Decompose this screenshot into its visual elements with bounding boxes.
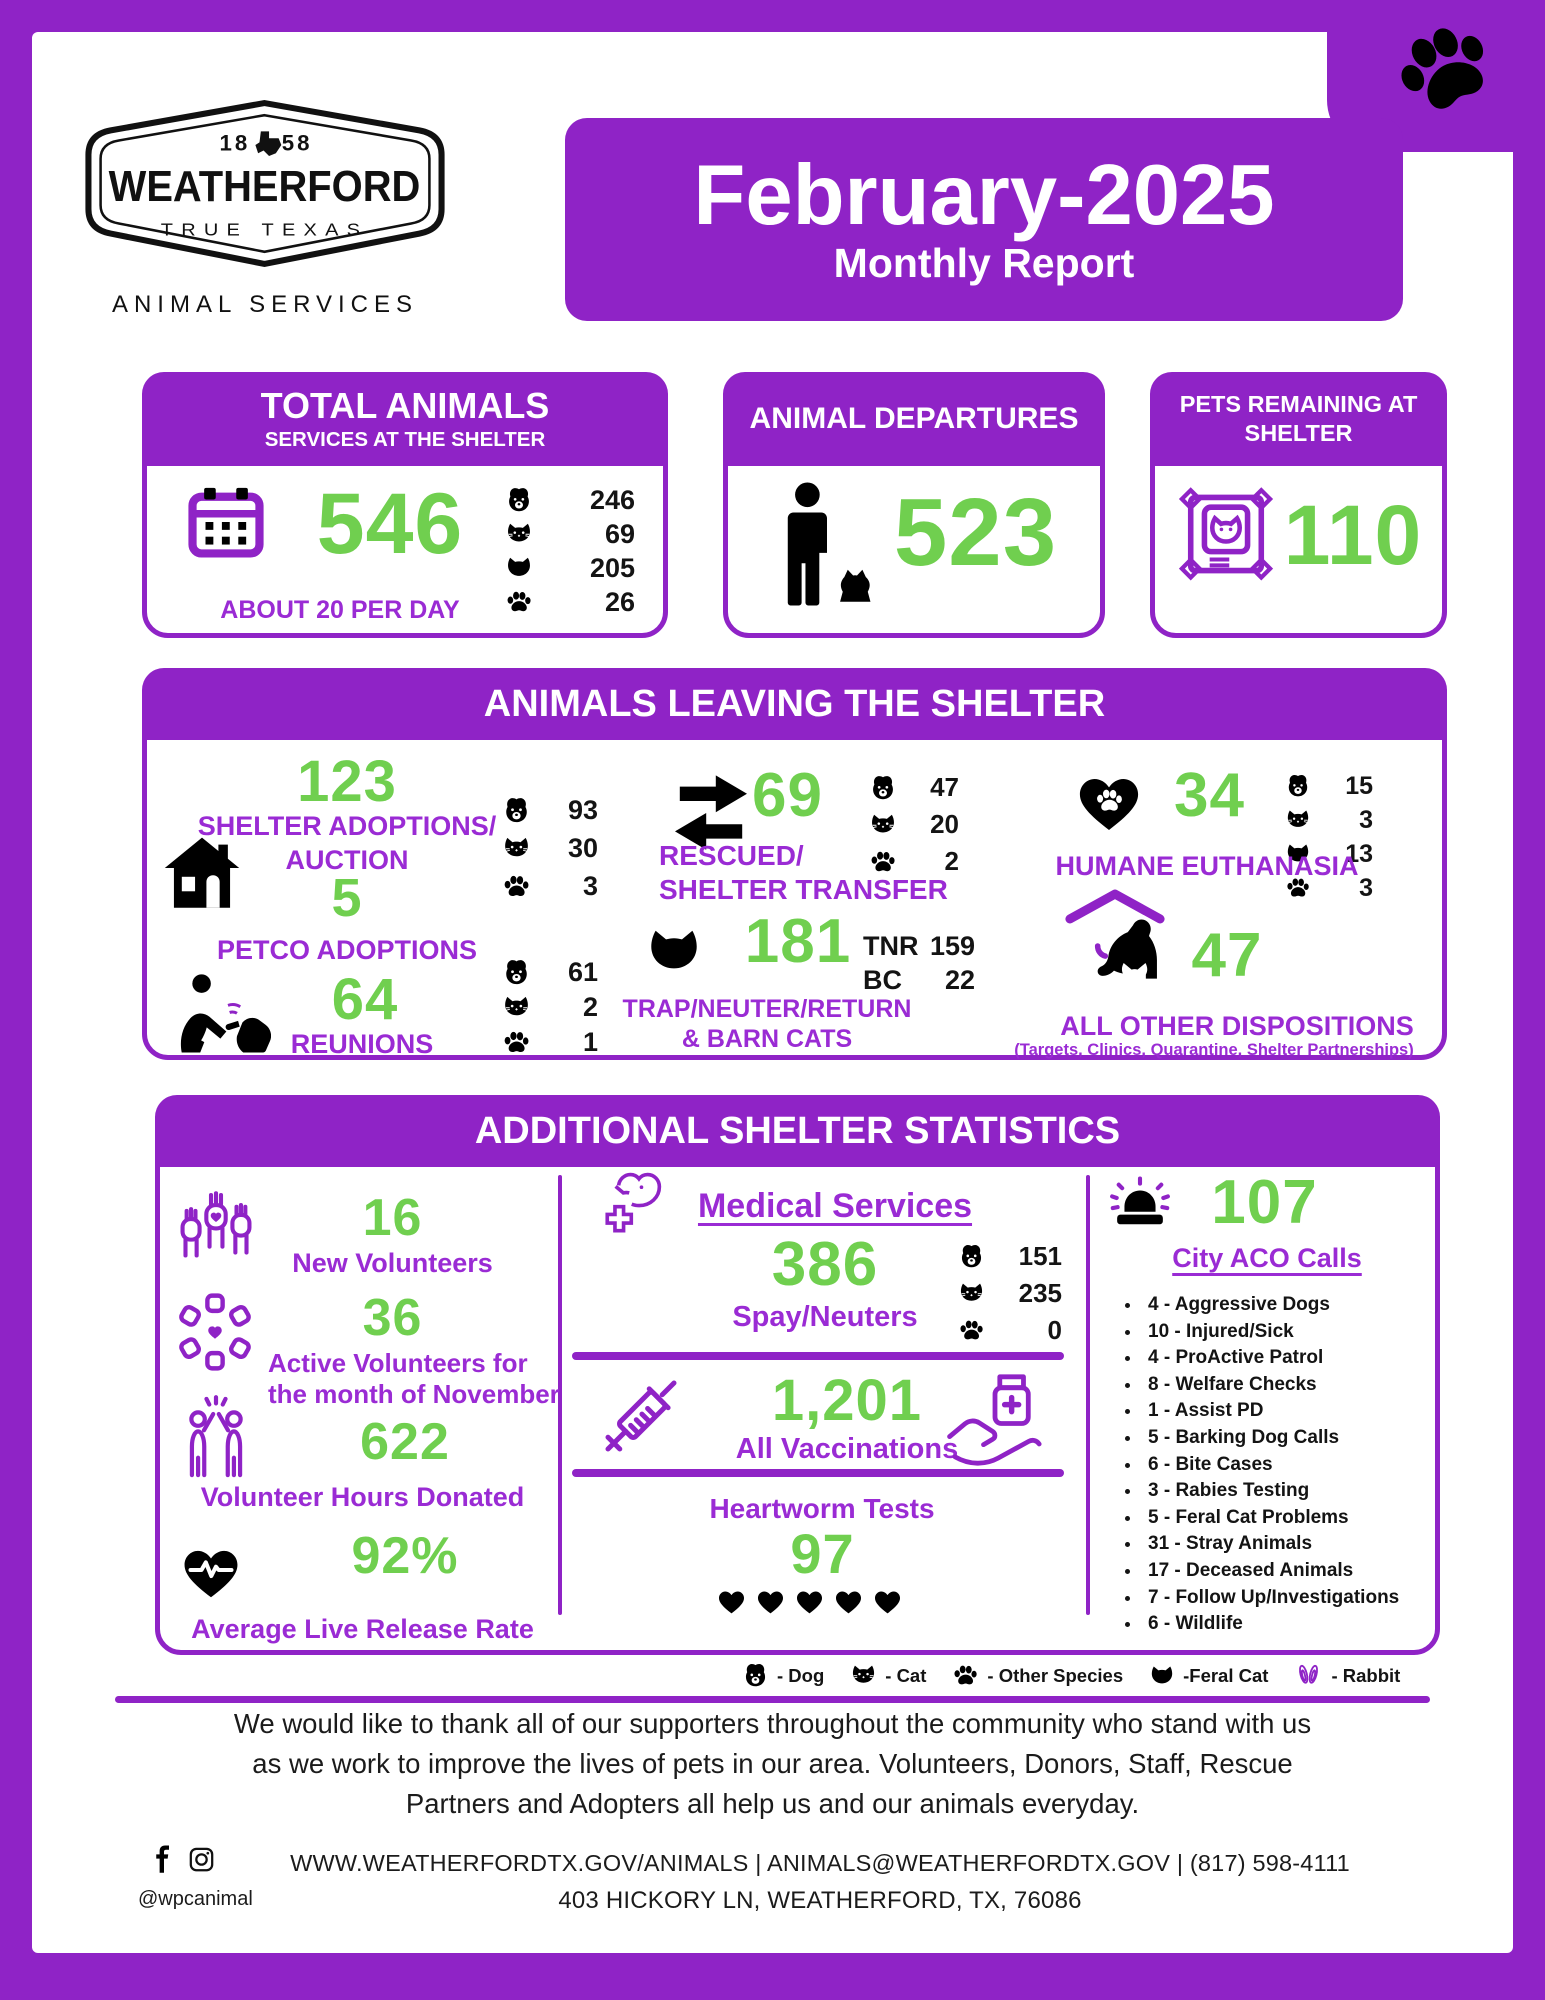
total-animals-value: 546	[316, 476, 464, 572]
high-five-icon	[174, 1395, 258, 1479]
breakdown-row	[958, 1312, 1062, 1349]
breakdown-row	[505, 517, 635, 551]
svg-text:WEATHERFORD: WEATHERFORD	[108, 163, 421, 212]
tnr-label-line2: & BARN CATS	[681, 1024, 853, 1053]
breakdown-value: 20	[930, 809, 959, 839]
live-release-label: Average Live Release Rate	[191, 1614, 534, 1644]
breakdown-value: 61	[567, 957, 598, 987]
petco-value: 5	[331, 868, 363, 928]
aco-item: • 8 - Welfare Checks	[1142, 1372, 1447, 1399]
svg-text:18: 18	[219, 130, 251, 156]
footer-rule	[115, 1696, 1430, 1703]
other-dispositions-label: ALL OTHER DISPOSITIONS	[1060, 1011, 1414, 1041]
new-volunteers-value: 16	[362, 1189, 423, 1247]
aco-item: • 7 - Follow Up/Investigations	[1142, 1585, 1447, 1612]
tnr-label: TNR	[863, 931, 919, 961]
dog-icon	[869, 774, 897, 802]
section-title: ADDITIONAL SHELTER STATISTICS	[474, 1109, 1121, 1152]
legend-label: - Cat	[885, 1664, 927, 1686]
adoptions-label: SHELTER ADOPTIONS/	[197, 811, 497, 841]
animal-departures-header	[723, 372, 1105, 466]
breakdown-row	[505, 483, 635, 517]
paw-icon	[502, 1028, 531, 1057]
volunteer-hours-value: 622	[360, 1413, 450, 1471]
aco-item: • 4 - ProActive Patrol	[1142, 1345, 1447, 1372]
legend-item	[952, 1662, 1123, 1689]
legend-label: - Dog	[777, 1664, 825, 1686]
cat-icon	[850, 1662, 877, 1689]
person-with-cat-icon	[772, 477, 872, 611]
new-volunteers-label: New Volunteers	[292, 1248, 493, 1278]
additional-stats-header	[155, 1095, 1440, 1167]
aco-item: • 10 - Injured/Sick	[1142, 1319, 1447, 1346]
breakdown-value: 30	[567, 832, 598, 863]
card-title: PETS REMAINING AT SHELTER	[1179, 390, 1418, 446]
medical-divider	[572, 1352, 1064, 1360]
dog-icon	[502, 796, 531, 825]
aco-calls-list	[1112, 1292, 1447, 1638]
section-title: ANIMALS LEAVING THE SHELTER	[483, 682, 1106, 725]
heart-paw-icon	[1073, 767, 1145, 833]
breakdown-value: 3	[582, 870, 598, 901]
total-animals-breakdown	[505, 483, 635, 619]
report-month: February-2025	[693, 147, 1275, 243]
euthanasia-value: 34	[1174, 761, 1245, 830]
cat-head-icon	[645, 921, 703, 983]
paw-icon	[958, 1317, 985, 1344]
cat-icon	[869, 811, 897, 839]
reunions-breakdown	[502, 955, 598, 1060]
aco-item: • 6 - Bite Cases	[1142, 1452, 1447, 1479]
aco-item: • 17 - Deceased Animals	[1142, 1558, 1447, 1585]
cat-icon	[958, 1280, 985, 1307]
breakdown-value: 93	[567, 794, 598, 825]
dog-icon	[1285, 773, 1311, 799]
aco-calls-value: 107	[1211, 1168, 1318, 1237]
svg-text:58: 58	[281, 130, 313, 156]
aco-item: • 5 - Barking Dog Calls	[1142, 1425, 1447, 1452]
vaccinations-label: All Vaccinations	[735, 1433, 959, 1465]
cat-icon	[502, 834, 531, 863]
report-subtitle: Monthly Report	[833, 239, 1135, 286]
logo-subtitle: ANIMAL SERVICES	[111, 291, 419, 318]
instagram-icon	[188, 1846, 215, 1873]
total-animals-note: ABOUT 20 PER DAY	[220, 596, 460, 624]
breakdown-value: 3	[1359, 805, 1373, 834]
pets-remaining-value: 110	[1283, 488, 1423, 582]
cat-icon	[502, 993, 531, 1022]
adoptions-label2: AUCTION	[285, 845, 409, 875]
breakdown-row	[502, 990, 598, 1025]
additional-stats-section	[155, 1095, 1440, 1655]
address-line: 403 HICKORY LN, WEATHERFORD, TX, 76086	[558, 1887, 1082, 1914]
breakdown-value: 151	[1018, 1241, 1062, 1271]
live-release-value: 92%	[351, 1527, 459, 1585]
rescued-label	[659, 839, 979, 906]
bc-label: BC	[863, 965, 902, 995]
aco-calls-title: City ACO Calls	[1172, 1243, 1362, 1273]
feral-cat-icon	[505, 554, 533, 582]
other-dispositions-sublabel: (Targets, Clinics, Quarantine, Shelter Partnerships)	[1014, 1041, 1414, 1059]
breakdown-row	[502, 791, 598, 829]
total-animals-card	[142, 372, 668, 638]
breakdown-row	[502, 829, 598, 867]
thank-you-message	[150, 1704, 1395, 1824]
siren-icon	[1108, 1174, 1172, 1238]
petco-label: PETCO ADOPTIONS	[216, 935, 478, 965]
breakdown-value: 0	[1047, 1315, 1062, 1345]
rescued-value: 69	[752, 761, 823, 830]
active-volunteers-line1: Active Volunteers for	[268, 1348, 528, 1378]
medical-divider	[572, 1469, 1064, 1477]
rescued-label-line1: RESCUED/	[659, 840, 804, 871]
species-legend	[742, 1661, 1400, 1690]
heart-icon	[872, 1586, 903, 1615]
legend-item	[1294, 1661, 1400, 1690]
syringe-icon	[590, 1366, 692, 1466]
reunions-value: 64	[331, 967, 399, 1032]
heartworm-label: Heartworm Tests	[709, 1493, 935, 1524]
raised-hands-icon	[170, 1188, 262, 1276]
volunteer-hours-label: Volunteer Hours Donated	[200, 1482, 525, 1512]
message-line: We would like to thank all of our supporters throughout the community who stand with us	[233, 1708, 1312, 1739]
active-volunteers-value: 36	[362, 1289, 423, 1347]
pets-remaining-header	[1150, 372, 1447, 466]
breakdown-value: 235	[1018, 1278, 1062, 1308]
breakdown-row	[869, 769, 959, 806]
breakdown-value: 2	[582, 992, 598, 1022]
spay-breakdown	[958, 1238, 1062, 1349]
fist-bump-circle-icon	[170, 1288, 260, 1376]
roof-dog-icon	[1063, 885, 1167, 989]
breakdown-value: 13	[1345, 839, 1373, 868]
legend-label: - Rabbit	[1331, 1664, 1401, 1686]
card-subtitle: SERVICES AT THE SHELTER	[264, 428, 546, 452]
cat-icon	[1285, 807, 1311, 833]
feral-cat-icon	[1149, 1663, 1175, 1689]
active-volunteers-line2: the month of November	[268, 1378, 560, 1409]
tnr-label-line1: TRAP/NEUTER/RETURN	[622, 995, 912, 1023]
hand-vaccine-icon	[942, 1372, 1048, 1468]
facebook-icon	[148, 1844, 178, 1874]
logo	[85, 98, 445, 319]
breakdown-value: 69	[604, 518, 635, 549]
heart-icon	[755, 1586, 786, 1615]
tnr-value: 181	[744, 907, 852, 976]
aco-item: • 1 - Assist PD	[1142, 1398, 1447, 1425]
breakdown-row	[505, 585, 635, 619]
message-line: as we work to improve the lives of pets in our area. Volunteers, Donors, Staff, Rescue	[252, 1748, 1293, 1779]
heartworm-value: 97	[790, 1522, 855, 1585]
pets-remaining-card	[1150, 372, 1447, 638]
rabbit-icon	[1294, 1661, 1323, 1690]
aco-item: • 4 - Aggressive Dogs	[1142, 1292, 1447, 1319]
calendar-icon	[185, 481, 267, 563]
bc-count: 22	[944, 965, 975, 995]
total-animals-header	[142, 372, 668, 466]
social-handle: @wpcanimal	[138, 1888, 253, 1910]
dog-icon	[742, 1662, 769, 1689]
tnr-count: 159	[929, 931, 975, 961]
breakdown-row	[869, 806, 959, 843]
adoptions-breakdown	[502, 791, 598, 905]
heartbeat-icon	[178, 1540, 244, 1600]
breakdown-value: 205	[589, 552, 635, 583]
tnr-label-block	[597, 995, 937, 1054]
vaccinations-value: 1,201	[771, 1368, 923, 1433]
legend-item	[742, 1662, 824, 1689]
legend-item	[850, 1662, 926, 1689]
contact-line: WWW.WEATHERFORDTX.GOV/ANIMALS | ANIMALS@WEATHERFORDTX.GOV | (817) 598-4111	[290, 1850, 1350, 1876]
medical-services-title: Medical Services	[697, 1187, 973, 1225]
breakdown-value: 1	[582, 1027, 598, 1057]
paw-icon	[952, 1662, 979, 1689]
euthanasia-breakdown	[1285, 769, 1373, 905]
card-title: TOTAL ANIMALS	[260, 384, 550, 426]
legend-label: -Feral Cat	[1183, 1664, 1269, 1686]
rescued-label-line2: SHELTER TRANSFER	[659, 873, 948, 905]
message-line: Partners and Adopters all help us and our animals everyday.	[405, 1788, 1140, 1819]
breakdown-row	[958, 1238, 1062, 1275]
card-title: ANIMAL DEPARTURES	[749, 402, 1079, 435]
active-volunteers-label	[268, 1348, 568, 1409]
tnr-row	[863, 929, 975, 963]
tnr-row	[863, 963, 975, 997]
breakdown-row	[1285, 803, 1373, 837]
report-title-banner	[565, 118, 1403, 321]
adoptions-value: 123	[297, 749, 397, 814]
heart-icon	[794, 1586, 825, 1615]
kennel-cat-icon	[1177, 485, 1275, 583]
breakdown-value: 15	[1345, 771, 1373, 800]
spay-neuters-value: 386	[771, 1230, 879, 1299]
breakdown-row	[958, 1275, 1062, 1312]
weatherford-badge-logo	[85, 98, 445, 270]
aco-item: • 6 - Wildlife	[1142, 1611, 1447, 1638]
euthanasia-label: HUMANE EUTHANASIA	[1055, 851, 1359, 881]
dog-icon	[502, 958, 531, 987]
aco-item: • 3 - Rabies Testing	[1142, 1478, 1447, 1505]
aco-item: • 31 - Stray Animals	[1142, 1531, 1447, 1558]
breakdown-value: 47	[930, 772, 959, 802]
tnr-rows	[863, 929, 975, 997]
heart-icon	[833, 1586, 864, 1615]
svg-text:TRUE TEXAS: TRUE TEXAS	[160, 219, 369, 240]
dog-icon	[505, 486, 533, 514]
paw-icon	[502, 872, 531, 901]
aco-item: • 5 - Feral Cat Problems	[1142, 1505, 1447, 1532]
legend-item	[1149, 1663, 1268, 1689]
hearts-decoration	[716, 1586, 903, 1615]
breakdown-value: 246	[589, 484, 635, 515]
animal-departures-value: 523	[893, 479, 1058, 586]
breakdown-row	[502, 867, 598, 905]
legend-label: - Other Species	[987, 1664, 1124, 1686]
breakdown-value: 3	[1359, 873, 1373, 902]
cat-icon	[505, 520, 533, 548]
column-divider	[1086, 1175, 1090, 1615]
heart-icon	[716, 1586, 747, 1615]
animals-leaving-section	[142, 668, 1447, 1060]
breakdown-row	[502, 955, 598, 990]
breakdown-value: 26	[604, 586, 635, 617]
breakdown-row	[505, 551, 635, 585]
animals-leaving-header	[142, 668, 1447, 740]
breakdown-row	[1285, 769, 1373, 803]
animal-departures-card	[723, 372, 1105, 638]
reunions-label: REUNIONS	[290, 1029, 434, 1059]
other-dispositions-value: 47	[1191, 921, 1263, 990]
spay-neuters-label: Spay/Neuters	[732, 1301, 918, 1333]
vet-symbol-icon	[598, 1170, 670, 1238]
dog-icon	[958, 1243, 985, 1270]
breakdown-row	[502, 1025, 598, 1060]
breakdown-value: 2	[944, 846, 959, 876]
